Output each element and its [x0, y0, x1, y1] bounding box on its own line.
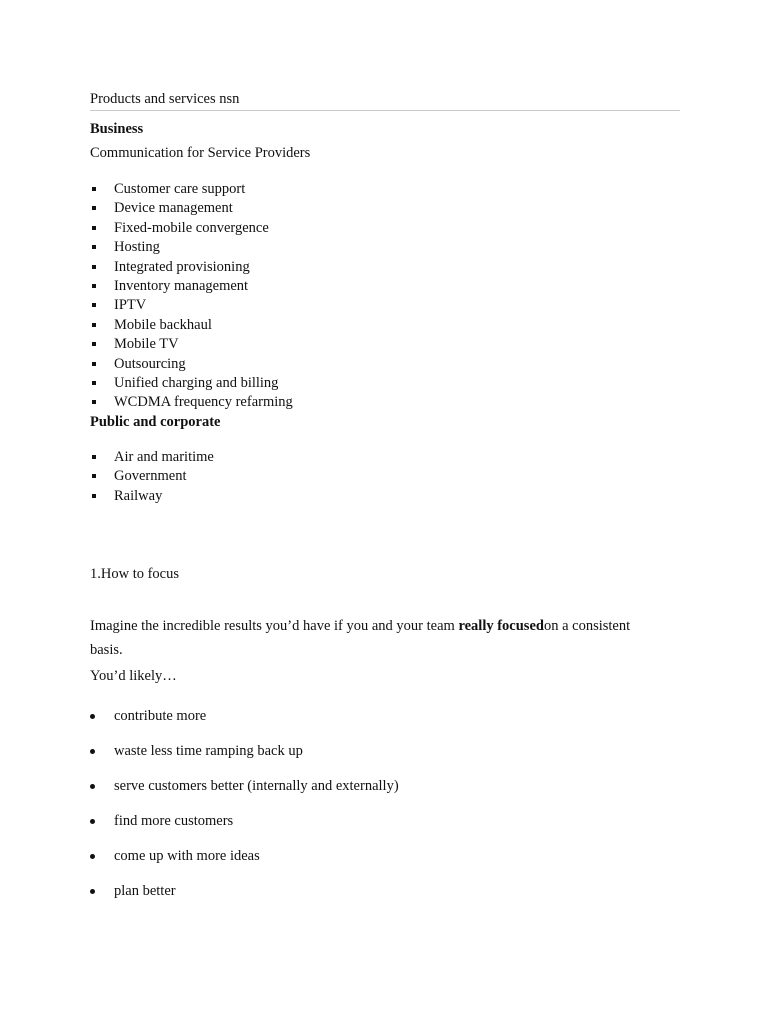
- list-item-label: Outsourcing: [114, 355, 186, 372]
- list-item-label: Customer care support: [114, 181, 246, 197]
- public-corporate-heading: Public and corporate: [90, 414, 221, 430]
- round-bullet-icon: [90, 714, 95, 719]
- list-item: [90, 336, 293, 355]
- public-corporate-list: [90, 449, 214, 507]
- list-item-label: waste less time ramping back up: [114, 743, 303, 759]
- focus-intro-emphasis: really focused: [458, 618, 544, 634]
- square-bullet-icon: [92, 284, 96, 288]
- list-item: [90, 375, 293, 394]
- round-bullet-icon: [90, 784, 95, 789]
- square-bullet-icon: [92, 362, 96, 366]
- business-heading: Business: [90, 121, 144, 137]
- list-item-label: Mobile backhaul: [114, 316, 212, 333]
- focus-benefits-list: [90, 708, 399, 918]
- square-bullet-icon: [92, 303, 96, 307]
- square-bullet-icon: [92, 474, 96, 478]
- list-item-label: Fixed-mobile convergence: [114, 219, 269, 236]
- list-item: [90, 449, 214, 468]
- focus-intro-continuation: basis.: [90, 642, 123, 658]
- square-bullet-icon: [92, 323, 96, 327]
- page-header-title: Products and services nsn: [90, 91, 240, 107]
- list-item-label: Mobile TV: [114, 336, 179, 353]
- square-bullet-icon: [92, 494, 96, 498]
- list-item-label: Air and maritime: [114, 449, 214, 465]
- list-item-label: WCDMA frequency refarming: [114, 394, 293, 411]
- square-bullet-icon: [92, 381, 96, 385]
- focus-intro-text-end: on a consistent: [543, 618, 631, 634]
- focus-lead-text: You’d likely…: [90, 668, 177, 684]
- list-item: [90, 356, 293, 375]
- square-bullet-icon: [92, 400, 96, 404]
- list-item-label: Integrated provisioning: [114, 258, 250, 275]
- round-bullet-icon: [90, 889, 95, 894]
- list-item: [90, 297, 293, 316]
- list-item-label: Government: [114, 468, 187, 485]
- business-subheading: Communication for Service Providers: [90, 145, 311, 161]
- focus-intro-paragraph: [90, 618, 690, 635]
- list-item: [90, 278, 293, 297]
- list-item: [90, 488, 214, 507]
- list-item-label: serve customers better (internally and externally): [114, 778, 399, 794]
- list-item: [90, 883, 399, 918]
- list-item: [90, 220, 293, 239]
- list-item: [90, 848, 399, 883]
- list-item-label: plan better: [114, 883, 176, 899]
- round-bullet-icon: [90, 854, 95, 859]
- square-bullet-icon: [92, 342, 96, 346]
- square-bullet-icon: [92, 187, 96, 191]
- list-item-label: Unified charging and billing: [114, 374, 279, 391]
- square-bullet-icon: [92, 226, 96, 230]
- square-bullet-icon: [92, 245, 96, 249]
- list-item: [90, 468, 214, 487]
- list-item-label: Device management: [114, 200, 233, 217]
- list-item: [90, 708, 399, 743]
- focus-intro-text: Imagine the incredible results you’d have if you and your team: [90, 618, 459, 634]
- list-item-label: IPTV: [114, 297, 147, 314]
- header-divider: [90, 110, 680, 111]
- list-item: [90, 259, 293, 278]
- list-item: [90, 200, 293, 219]
- list-item: [90, 239, 293, 258]
- focus-heading: 1.How to focus: [90, 566, 180, 582]
- round-bullet-icon: [90, 749, 95, 754]
- square-bullet-icon: [92, 455, 96, 459]
- list-item-label: Hosting: [114, 239, 160, 256]
- list-item: [90, 317, 293, 336]
- list-item-label: come up with more ideas: [114, 848, 260, 864]
- round-bullet-icon: [90, 819, 95, 824]
- list-item: [90, 181, 293, 200]
- square-bullet-icon: [92, 265, 96, 269]
- list-item: [90, 743, 399, 778]
- list-item-label: Railway: [114, 487, 163, 504]
- list-item-label: contribute more: [114, 708, 207, 724]
- square-bullet-icon: [92, 206, 96, 210]
- business-services-list: [90, 181, 293, 414]
- list-item: [90, 813, 399, 848]
- list-item: [90, 778, 399, 813]
- list-item-label: Inventory management: [114, 277, 249, 294]
- list-item: [90, 394, 293, 413]
- list-item-label: find more customers: [114, 813, 234, 829]
